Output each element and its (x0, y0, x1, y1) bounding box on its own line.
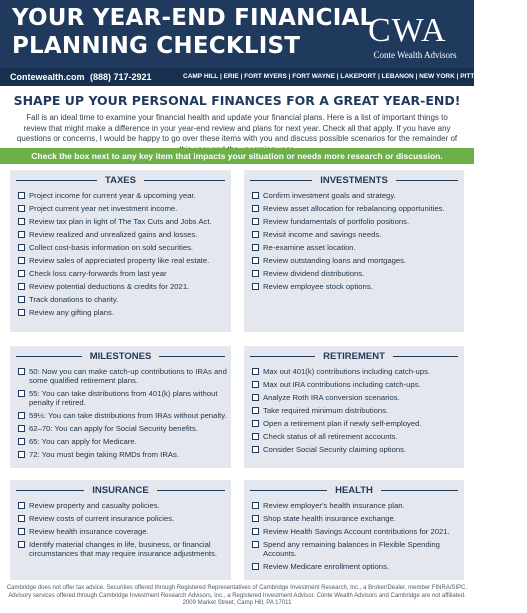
checklist-item[interactable] (18, 230, 227, 239)
contact-bar (0, 68, 527, 86)
item-label: Revisit income and savings needs. (263, 230, 382, 239)
item-label: Review asset allocation for rebalancing opportunities. (263, 204, 445, 213)
checkbox[interactable] (18, 528, 25, 535)
checklist-item[interactable] (18, 191, 227, 200)
header-banner (0, 0, 474, 68)
item-label: Review fundamentals of portfolio positions. (263, 217, 410, 226)
checkbox[interactable] (18, 309, 25, 316)
disclaimer-line-2: Advisory services offered through Cambridge Investment Research Advisors, Inc., a Registered Investment Advisor. Conte Wealth Advisors and Cambridge are not affiliated. (8, 592, 466, 599)
section-investments (244, 170, 464, 332)
section-title: INSURANCE (84, 485, 156, 496)
checkbox[interactable] (252, 283, 259, 290)
checklist-item[interactable] (252, 445, 460, 454)
checkbox[interactable] (18, 205, 25, 212)
logo-company-name: Conte Wealth Advisors (373, 50, 457, 60)
checkbox[interactable] (18, 425, 25, 432)
checklist-item[interactable] (252, 243, 460, 252)
office-locations: CAMP HILL | ERIE | FORT MYERS | FORT WAYNE | LAKEPORT | LEBANON | NEW YORK | PITTSBURGH | YORK (183, 73, 527, 80)
item-label: Review costs of current insurance policies. (29, 514, 175, 523)
checklist-item[interactable] (252, 527, 460, 536)
checklist-item[interactable] (252, 282, 460, 291)
item-label: Spend any remaining balances in Flexible Spending Accounts. (263, 540, 440, 558)
item-label: Review sales of appreciated property like real estate. (29, 256, 210, 265)
checkbox[interactable] (252, 244, 259, 251)
checkbox[interactable] (18, 270, 25, 277)
item-label: Consider Social Security claiming options. (263, 445, 407, 454)
item-label: Review health insurance coverage. (29, 527, 149, 536)
checklist (252, 501, 460, 575)
checklist-item[interactable] (252, 501, 460, 510)
checklist-item[interactable] (18, 389, 227, 407)
item-label: Review Medicare enrollment options. (263, 562, 390, 571)
checklist-item[interactable] (252, 514, 460, 523)
checklist (18, 367, 227, 463)
checklist-item[interactable] (18, 308, 227, 317)
checkbox[interactable] (18, 412, 25, 419)
website-link[interactable]: Contewealth.com (10, 72, 85, 82)
item-label: Project current year net investment income. (29, 204, 178, 213)
company-logo (360, 14, 470, 60)
checklist-item[interactable] (252, 562, 460, 571)
checklist-item[interactable] (18, 514, 227, 523)
disclaimer-line-1: Cambridge does not offer tax advice. Securities offered through Registered Representatives of Cambridge Investment Research, Inc., a Broker/Dealer, member FINRA/SIPC. (6, 585, 468, 591)
checkbox[interactable] (252, 446, 259, 453)
checkbox[interactable] (18, 390, 25, 397)
checklist-item[interactable] (18, 282, 227, 291)
checkbox[interactable] (18, 283, 25, 290)
item-label: 65: You can apply for Medicare. (29, 437, 137, 446)
intro-paragraph: Fall is an ideal time to examine your financial health and update your financial plans. Here is a list of important things to review that might make a difference in your year-end review and plans for next year. Check all that apply. If you have any questions or concerns, I would be happy to go over these items with you and discuss possible scenarios for the remainder of (16, 113, 458, 143)
section-title: HEALTH (327, 485, 381, 496)
section-title: MILESTONES (82, 351, 160, 362)
checkbox[interactable] (252, 420, 259, 427)
item-label: Max out 401(k) contributions including catch-ups. (263, 367, 431, 376)
checkbox[interactable] (252, 381, 259, 388)
checklist-item[interactable] (18, 540, 227, 558)
item-label: Max out IRA contributions including catch-ups. (263, 380, 421, 389)
checklist-item[interactable] (252, 540, 460, 558)
checkbox[interactable] (18, 244, 25, 251)
page-title-line-2: PLANNING CHECKLIST (12, 33, 301, 59)
checkbox[interactable] (18, 192, 25, 199)
checklist (18, 191, 227, 321)
checklist-item[interactable] (252, 191, 460, 200)
section-milestones (10, 346, 231, 468)
checkbox[interactable] (252, 394, 259, 401)
section-title: RETIREMENT (315, 351, 393, 362)
instruction-bar (0, 148, 474, 164)
checklist-item[interactable] (252, 432, 460, 441)
item-label: Review Health Savings Account contributions for 2021. (263, 527, 450, 536)
section-health (244, 480, 464, 580)
checkbox[interactable] (252, 192, 259, 199)
item-label: Review potential deductions & credits for 2021. (29, 282, 190, 291)
checkbox[interactable] (18, 515, 25, 522)
disclaimer-address: 2009 Market Street, Camp Hill, PA 17011 (182, 600, 292, 606)
item-label: Collect cost-basis information on sold securities. (29, 243, 194, 252)
checklist-item[interactable] (252, 380, 460, 389)
checklist-item[interactable] (18, 437, 227, 446)
item-label: Review dividend distributions. (263, 269, 365, 278)
checkbox[interactable] (252, 205, 259, 212)
checklist-item[interactable] (252, 419, 460, 428)
checklist-item[interactable] (252, 204, 460, 213)
checkbox[interactable] (252, 218, 259, 225)
item-label: 62–70: You can apply for Social Security benefits. (29, 424, 198, 433)
checkbox[interactable] (18, 231, 25, 238)
item-label: Review tax plan in light of The Tax Cuts and Jobs Act. (29, 217, 212, 226)
checkbox[interactable] (252, 368, 259, 375)
item-label: Review realized and unrealized gains and losses. (29, 230, 198, 239)
item-label: 59½: You can take distributions from IRAs without penalty. (29, 411, 227, 420)
item-label: 55: You can take distributions from 401(k) plans without penalty if retired. (29, 389, 218, 407)
logo-mark: CWA (368, 12, 447, 49)
checklist-item[interactable] (18, 269, 227, 278)
checklist-item[interactable] (18, 295, 227, 304)
section-taxes (10, 170, 231, 332)
checkbox[interactable] (252, 563, 259, 570)
section-insurance (10, 480, 231, 580)
checkbox[interactable] (252, 270, 259, 277)
checklist-item[interactable] (18, 256, 227, 265)
checkbox[interactable] (252, 502, 259, 509)
checklist-item[interactable] (252, 269, 460, 278)
item-label: Re-examine asset location. (263, 243, 356, 252)
phone-number[interactable]: (888) 717-2921 (90, 72, 152, 82)
checklist-item[interactable] (18, 204, 227, 213)
item-label: Review property and casualty policies. (29, 501, 160, 510)
checkbox[interactable] (18, 438, 25, 445)
item-label: Confirm investment goals and strategy. (263, 191, 396, 200)
checklist-item[interactable] (18, 367, 227, 385)
checkbox[interactable] (252, 407, 259, 414)
checkbox[interactable] (252, 515, 259, 522)
item-label: Review outstanding loans and mortgages. (263, 256, 407, 265)
checkbox[interactable] (252, 257, 259, 264)
checklist-item[interactable] (252, 256, 460, 265)
section-title: INVESTMENTS (312, 175, 396, 186)
checklist (252, 191, 460, 295)
checkbox[interactable] (18, 296, 25, 303)
item-label: Check status of all retirement accounts. (263, 432, 398, 441)
disclaimer-footer (0, 585, 474, 608)
checklist-item[interactable] (18, 527, 227, 536)
checklist-item[interactable] (252, 217, 460, 226)
item-label: Project income for current year & upcoming year. (29, 191, 196, 200)
checkbox[interactable] (252, 231, 259, 238)
checkbox[interactable] (18, 502, 25, 509)
checklist-item[interactable] (18, 450, 227, 459)
checkbox[interactable] (252, 528, 259, 535)
item-label: 50: Now you can make catch-up contributions to IRAs and some qualified retirement plans. (29, 367, 227, 385)
item-label: Review any gifting plans. (29, 308, 115, 317)
item-label: Track donations to charity. (29, 295, 119, 304)
item-label: Shop state health insurance exchange. (263, 514, 396, 523)
checklist-item[interactable] (18, 424, 227, 433)
checkbox[interactable] (18, 257, 25, 264)
section-title: TAXES (97, 175, 144, 186)
checklist-item[interactable] (252, 367, 460, 376)
headline: SHAPE UP YOUR PERSONAL FINANCES FOR A GREAT YEAR-END! (13, 93, 461, 108)
item-label: Open a retirement plan if newly self-employed. (263, 419, 422, 428)
item-label: Identify material changes in life, business, or financial circumstances that may require insurance adjustments. (29, 540, 217, 558)
checkbox[interactable] (18, 541, 25, 548)
checkbox[interactable] (252, 433, 259, 440)
checklist-item[interactable] (18, 243, 227, 252)
page-title-line-1: YOUR YEAR-END FINANCIAL (12, 5, 375, 31)
checklist (252, 367, 460, 458)
instruction-text: Check the box next to any key item that impacts your situation or needs more research or discussion. (31, 151, 443, 161)
checkbox[interactable] (18, 368, 25, 375)
item-label: Review employer's health insurance plan. (263, 501, 405, 510)
checklist-item[interactable] (252, 230, 460, 239)
section-retirement (244, 346, 464, 468)
item-label: 72: You must begin taking RMDs from IRAs. (29, 450, 179, 459)
checklist-item[interactable] (18, 501, 227, 510)
item-label: Analyze Roth IRA conversion scenarios. (263, 393, 400, 402)
checklist-item[interactable] (18, 217, 227, 226)
checkbox[interactable] (18, 451, 25, 458)
item-label: Review employee stock options. (263, 282, 373, 291)
checkbox[interactable] (252, 541, 259, 548)
checklist-item[interactable] (252, 406, 460, 415)
checklist (18, 501, 227, 562)
item-label: Check loss carry-forwards from last year (29, 269, 167, 278)
checkbox[interactable] (18, 218, 25, 225)
checklist-item[interactable] (18, 411, 227, 420)
checklist-item[interactable] (252, 393, 460, 402)
item-label: Take required minimum distributions. (263, 406, 389, 415)
